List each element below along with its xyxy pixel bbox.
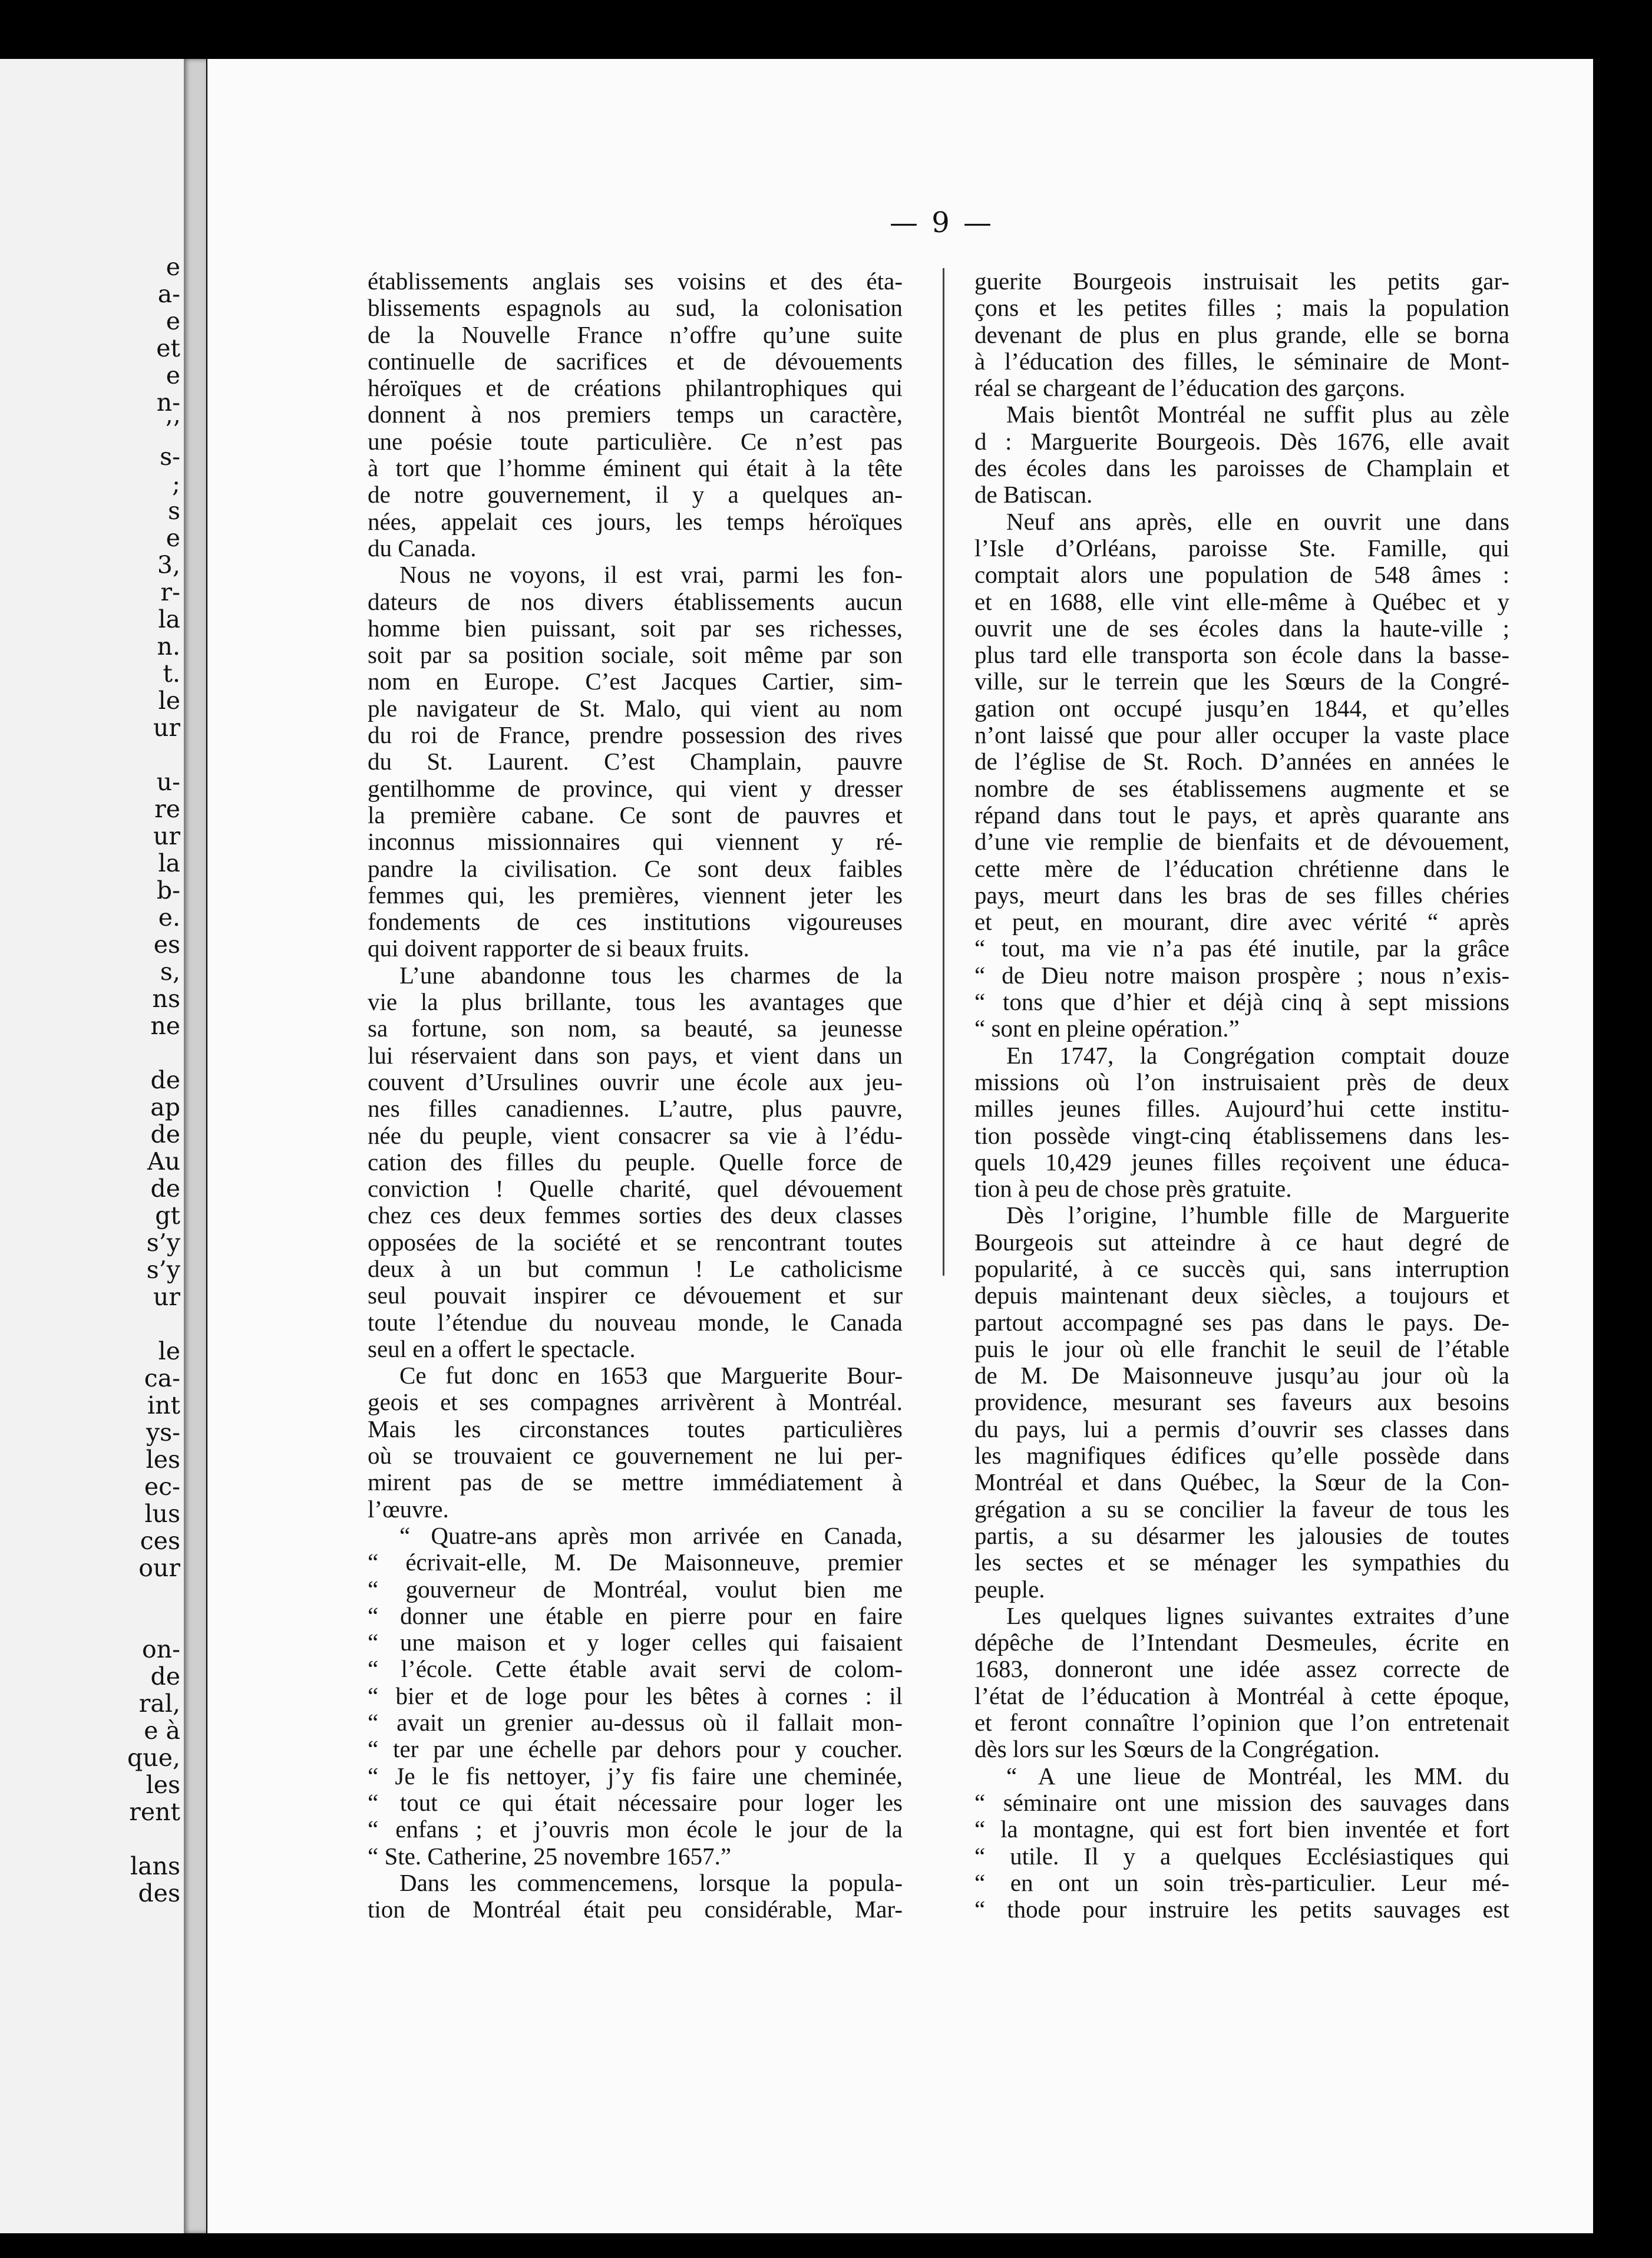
- text-line: “ utile. Il y a quelques Ecclésiastiques qui: [974, 1843, 1509, 1870]
- text-line: d’une vie remplie de bienfaits et de dévouement,: [974, 828, 1509, 856]
- text-line: nom en Europe. C’est Jacques Cartier, sim-: [368, 668, 903, 695]
- fragment-line: s’y: [146, 1229, 180, 1257]
- fragment-line: s: [167, 497, 180, 525]
- text-line: “ thode pour instruire les petits sauvages est: [974, 1896, 1509, 1923]
- fragment-line: [74, 1039, 180, 1067]
- text-line: du pays, lui a permis d’ouvrir ses classes dans: [974, 1415, 1509, 1442]
- text-line: fondements de ces institutions vigoureuses: [368, 909, 903, 936]
- fragment-line: b-: [156, 876, 180, 904]
- fragment-line: ec-: [144, 1473, 180, 1501]
- text-line: la première cabane. Ce sont de pauvres et: [368, 801, 903, 828]
- text-line: plus tard elle transporta son école dans la basse-: [974, 642, 1509, 669]
- fragment-line: n.: [157, 632, 180, 661]
- text-line: 1683, donneront une idée assez correcte de: [974, 1656, 1509, 1683]
- fragment-line: le: [158, 686, 180, 715]
- fragment-line: [74, 1825, 180, 1853]
- fragment-line: s-: [160, 443, 180, 471]
- fragment-line: la: [158, 849, 180, 877]
- fragment-line: int: [147, 1391, 180, 1419]
- text-line: “ avait un grenier au-dessus où il fallait mon-: [368, 1709, 903, 1737]
- fragment-line: ur: [153, 822, 180, 850]
- text-line: “ sont en pleine opération.”: [974, 1015, 1240, 1042]
- fragment-line: r-: [160, 578, 180, 606]
- text-line: lui réservaient dans son pays, et vient dans un: [368, 1042, 903, 1069]
- fragment-line: de: [150, 1174, 180, 1203]
- fragment-line: ’’: [164, 415, 180, 444]
- text-line: “ Je le fis nettoyer, j’y fis faire une cheminée,: [368, 1762, 903, 1790]
- text-line: “ A une lieue de Montréal, les MM. du: [1006, 1762, 1509, 1790]
- text-line: chez ces deux femmes sorties des deux classes: [368, 1202, 903, 1229]
- text-line: à l’éducation des filles, le séminaire de Mont-: [974, 348, 1509, 375]
- fragment-line: [74, 1310, 180, 1338]
- fragment-line: e.: [158, 903, 180, 932]
- text-line: Montréal et dans Québec, la Sœur de la Con-: [974, 1469, 1509, 1496]
- text-line: providence, mesurant ses faveurs aux besoins: [974, 1389, 1509, 1416]
- fragment-line: ns: [152, 985, 180, 1013]
- text-line: Mais les circonstances toutes particulières: [368, 1415, 903, 1442]
- fragment-line: e: [166, 361, 180, 389]
- text-line: répand dans tout le pays, et après quarante ans: [974, 801, 1509, 828]
- text-line: sa fortune, son nom, sa beauté, sa jeunesse: [368, 1015, 903, 1042]
- fragment-line: on-: [142, 1635, 180, 1663]
- text-line: femmes qui, les premières, viennent jeter les: [368, 882, 903, 909]
- fragment-line: que,: [127, 1744, 180, 1772]
- text-line: gentilhomme de province, qui vient y dresser: [368, 775, 903, 802]
- text-line: du Canada.: [368, 534, 477, 562]
- fragment-line: de: [150, 1662, 180, 1691]
- text-line: où se trouvaient ce gouvernement ne lui per-: [368, 1442, 903, 1470]
- fragment-line: rent: [129, 1798, 180, 1826]
- fragment-line: la: [158, 605, 180, 633]
- fragment-line: le: [158, 1337, 180, 1365]
- fragment-line: les: [146, 1771, 180, 1799]
- fragment-line: 3,: [157, 551, 180, 579]
- text-line: Nous ne voyons, il est vrai, parmi les fon-: [399, 562, 903, 589]
- text-line: inconnus missionnaires qui viennent y ré-: [368, 828, 903, 856]
- text-line: une poésie toute particulière. Ce n’est pas: [368, 428, 903, 455]
- text-line: et en 1688, elle vint elle-même à Québec et y: [974, 588, 1509, 615]
- fragment-line: ur: [153, 1283, 180, 1311]
- text-line: Les quelques lignes suivantes extraites d’une: [1006, 1602, 1509, 1629]
- text-line: milles jeunes filles. Aujourd’hui cette institu-: [974, 1095, 1509, 1123]
- text-line: de l’église de St. Roch. D’années en années le: [974, 748, 1509, 775]
- text-line: missions où l’on instruisaient près de deux: [974, 1068, 1509, 1095]
- text-line: L’une abandonne tous les charmes de la: [399, 962, 903, 989]
- text-line: Ce fut donc en 1653 que Marguerite Bour-: [399, 1362, 903, 1389]
- text-line: établissements anglais ses voisins et des éta-: [368, 268, 903, 295]
- fragment-line: ces: [140, 1527, 180, 1555]
- fragment-line: a-: [157, 280, 180, 308]
- text-line: blissements espagnols au sud, la colonisation: [368, 295, 903, 322]
- fragment-line: Au: [147, 1147, 180, 1176]
- text-line: continuelle de sacrifices et de dévouements: [368, 348, 903, 375]
- text-line: ouvrit une de ses écoles dans la haute-ville ;: [974, 615, 1509, 642]
- text-line: “ tons que d’hier et déjà cinq à sept missions: [974, 989, 1509, 1016]
- fragment-line: es: [153, 930, 180, 959]
- text-line: guerite Bourgeois instruisait les petits gar-: [974, 268, 1509, 295]
- fragment-line: lus: [144, 1500, 180, 1528]
- fragment-line: e: [166, 307, 180, 335]
- text-line: née du peuple, vient consacrer sa vie à l’édu-: [368, 1122, 903, 1149]
- text-line: du roi de France, prendre possession des rives: [368, 722, 903, 749]
- text-line: l’état de l’éducation à Montréal à cette époque,: [974, 1682, 1509, 1709]
- text-line: Dans les commencemens, lorsque la popula-: [399, 1869, 903, 1896]
- text-line: et feront connaître l’opinion que l’on entretenait: [974, 1709, 1509, 1737]
- text-line: quels 10,429 jeunes filles reçoivent une éduca-: [974, 1148, 1509, 1176]
- text-line: pays, meurt dans les bras de ses filles chéries: [974, 882, 1509, 909]
- text-line: “ la montagne, qui est fort bien inventée et fort: [974, 1816, 1509, 1843]
- text-line: ville, sur le terrein que les Sœurs de la Congré-: [974, 668, 1509, 695]
- text-line: “ ter par une échelle par dehors pour y coucher.: [368, 1736, 903, 1763]
- text-line: à tort que l’homme éminent qui était à la tête: [368, 455, 903, 482]
- text-line: et peut, en mourant, dire avec vérité “ après: [974, 909, 1509, 936]
- fragment-line: e: [166, 253, 180, 281]
- text-line: “ de Dieu notre maison prospère ; nous n’exis-: [974, 962, 1509, 989]
- fragment-line: ne: [150, 1012, 180, 1040]
- fragment-line: des: [138, 1879, 180, 1907]
- text-line: donnent à nos premiers temps un caractère,: [368, 401, 903, 428]
- text-column-right: [974, 268, 1509, 1923]
- text-line: popularité, à ce succès qui, sans interruption: [974, 1255, 1509, 1282]
- text-line: dateurs de nos divers établissements aucun: [368, 588, 903, 615]
- text-line: “ gouverneur de Montréal, voulut bien me: [368, 1576, 903, 1603]
- text-line: “ écrivait-elle, M. De Maisonneuve, premier: [368, 1549, 903, 1576]
- text-line: ple navigateur de St. Malo, qui vient au nom: [368, 695, 903, 722]
- text-line: dès lors sur les Sœurs de la Congrégation.: [974, 1736, 1380, 1763]
- text-line: Mais bientôt Montréal ne suffit plus au zèle: [1006, 401, 1509, 428]
- text-line: gation ont occupé jusqu’en 1844, et qu’elles: [974, 695, 1509, 722]
- text-line: “ séminaire ont une mission des sauvages dans: [974, 1789, 1509, 1816]
- text-line: du St. Laurent. C’est Champlain, pauvre: [368, 748, 903, 775]
- text-line: “ l’école. Cette étable avait servi de colom-: [368, 1656, 903, 1683]
- book-gutter: [184, 59, 206, 2233]
- text-line: En 1747, la Congrégation comptait douze: [1006, 1042, 1509, 1069]
- fragment-line: s,: [160, 958, 180, 986]
- text-line: “ Quatre-ans après mon arrivée en Canada,: [399, 1522, 903, 1549]
- text-line: geois et ses compagnes arrivèrent à Montréal.: [368, 1389, 903, 1416]
- fragment-line: e à: [144, 1716, 180, 1745]
- text-line: partout accompagné ses pas dans le pays. De-: [974, 1309, 1509, 1336]
- text-line: homme bien puissant, soit par ses richesses,: [368, 615, 903, 642]
- text-line: cette mère de l’éducation chrétienne dans le: [974, 855, 1509, 882]
- text-line: d : Marguerite Bourgeois. Dès 1676, elle avait: [974, 428, 1509, 455]
- fragment-line: et: [156, 334, 180, 362]
- fragment-line: ca-: [144, 1364, 180, 1392]
- fragment-line: [74, 1609, 180, 1636]
- text-line: “ tout ce qui était nécessaire pour loger les: [368, 1789, 903, 1816]
- right-page: [207, 59, 1593, 2233]
- text-line: seul pouvait inspirer ce dévouement et sur: [368, 1282, 903, 1309]
- text-line: “ bier et de loge pour les bêtes à cornes : il: [368, 1682, 903, 1709]
- fragment-line: n-: [156, 388, 180, 417]
- text-line: de M. De Maisonneuve jusqu’au jour où la: [974, 1362, 1509, 1389]
- text-line: réal se chargeant de l’éducation des garçons.: [974, 375, 1406, 402]
- fragment-line: re: [154, 795, 180, 823]
- text-line: grégation a su se concilier la faveur de tous les: [974, 1496, 1509, 1523]
- text-line: les sectes et se ménager les sympathies du: [974, 1549, 1509, 1576]
- text-column-left: [368, 268, 903, 1923]
- text-line: “ enfans ; et j’ouvris mon école le jour de la: [368, 1816, 903, 1843]
- text-line: partis, a su désarmer les jalousies de toutes: [974, 1522, 1509, 1549]
- text-line: depuis maintenant deux siècles, a toujours et: [974, 1282, 1509, 1309]
- text-line: nes filles canadiennes. L’autre, plus pauvre,: [368, 1095, 903, 1123]
- fragment-line: [74, 741, 180, 768]
- text-line: pandre la civilisation. Ce sont deux faibles: [368, 855, 903, 882]
- text-line: puis le jour où elle franchit le seuil de l’étable: [974, 1335, 1509, 1362]
- text-line: couvent d’Ursulines ouvrir une école aux jeu-: [368, 1068, 903, 1095]
- text-line: nées, appelait ces jours, les temps héroïques: [368, 508, 903, 535]
- text-line: nombre de ses établissemens augmente et se: [974, 775, 1509, 802]
- text-line: “ tout, ma vie n’a pas été inutile, par la grâce: [974, 935, 1509, 962]
- text-line: opposées de la société et se rencontrant toutes: [368, 1229, 903, 1256]
- fragment-line: ;: [172, 470, 180, 498]
- fragment-line: our: [138, 1554, 180, 1582]
- text-line: conviction ! Quelle charité, quel dévouement: [368, 1176, 903, 1203]
- text-line: n’ont laissé que pour aller occuper la vaste place: [974, 722, 1509, 749]
- text-line: “ Ste. Catherine, 25 novembre 1657.”: [368, 1843, 732, 1870]
- text-line: héroïques et de créations philantrophiques qui: [368, 375, 903, 402]
- text-line: l’Isle d’Orléans, paroisse Ste. Famille, qui: [974, 534, 1509, 562]
- text-line: peuple.: [974, 1576, 1045, 1603]
- text-line: tion de Montréal était peu considérable, Mar-: [368, 1896, 903, 1923]
- text-line: de la Nouvelle France n’offre qu’une suite: [368, 321, 903, 348]
- text-line: l’œuvre.: [368, 1496, 449, 1523]
- text-line: des écoles dans les paroisses de Champlain et: [974, 455, 1509, 482]
- fragment-line: ys-: [146, 1418, 180, 1447]
- text-line: comptait alors une population de 548 âmes :: [974, 562, 1509, 589]
- fragment-line: t.: [163, 659, 180, 688]
- fragment-line: les: [146, 1445, 180, 1474]
- text-line: Neuf ans après, elle en ouvrit une dans: [1006, 508, 1509, 535]
- text-line: tion possède vingt-cinq établissemens dans les-: [974, 1122, 1509, 1149]
- text-line: cation des filles du peuple. Quelle force de: [368, 1148, 903, 1176]
- text-line: “ en ont un soin très-particulier. Leur mé-: [974, 1869, 1509, 1896]
- fragment-line: [74, 1582, 180, 1609]
- text-line: qui doivent rapporter de si beaux fruits.: [368, 935, 749, 962]
- page-number: — 9 —: [890, 206, 994, 239]
- fragment-line: e: [166, 524, 180, 552]
- text-line: soit par sa position sociale, soit même par son: [368, 642, 903, 669]
- fragment-line: ur: [153, 714, 180, 742]
- text-line: seul en a offert le spectacle.: [368, 1335, 636, 1362]
- left-page-fragment: [0, 59, 184, 2233]
- text-line: devenant de plus en plus grande, elle se borna: [974, 321, 1509, 348]
- text-line: de notre gouvernement, il y a quelques an-: [368, 481, 903, 509]
- fragment-line: gt: [155, 1201, 180, 1230]
- fragment-line: de: [150, 1120, 180, 1148]
- text-line: dépêche de l’Intendant Desmeules, écrite en: [974, 1629, 1509, 1656]
- text-line: Dès l’origine, l’humble fille de Marguerite: [1006, 1202, 1509, 1229]
- fragment-line: ap: [150, 1093, 180, 1121]
- text-line: les magnifiques édifices qu’elle possède dans: [974, 1442, 1509, 1470]
- text-line: deux à un but commun ! Le catholicisme: [368, 1255, 903, 1282]
- text-line: mirent pas de se mettre immédiatement à: [368, 1469, 903, 1496]
- fragment-line: u-: [156, 768, 180, 796]
- text-line: “ donner une étable en pierre pour en faire: [368, 1602, 903, 1629]
- text-line: de Batiscan.: [974, 481, 1093, 509]
- text-line: çons et les petites filles ; mais la population: [974, 295, 1509, 322]
- text-line: “ une maison et y loger celles qui faisaient: [368, 1629, 903, 1656]
- fragment-line: ral,: [138, 1689, 180, 1718]
- text-line: Bourgeois sut atteindre à ce haut degré de: [974, 1229, 1509, 1256]
- column-divider: [943, 268, 944, 1276]
- text-line: tion à peu de chose près gratuite.: [974, 1176, 1292, 1203]
- text-line: toute l’étendue du nouveau monde, le Canada: [368, 1309, 903, 1336]
- fragment-line: lans: [130, 1852, 180, 1880]
- fragment-line: de: [150, 1066, 180, 1094]
- text-line: vie la plus brillante, tous les avantages que: [368, 989, 903, 1016]
- fragment-line: s’y: [146, 1256, 180, 1284]
- left-page-text-fragments: [74, 253, 180, 1907]
